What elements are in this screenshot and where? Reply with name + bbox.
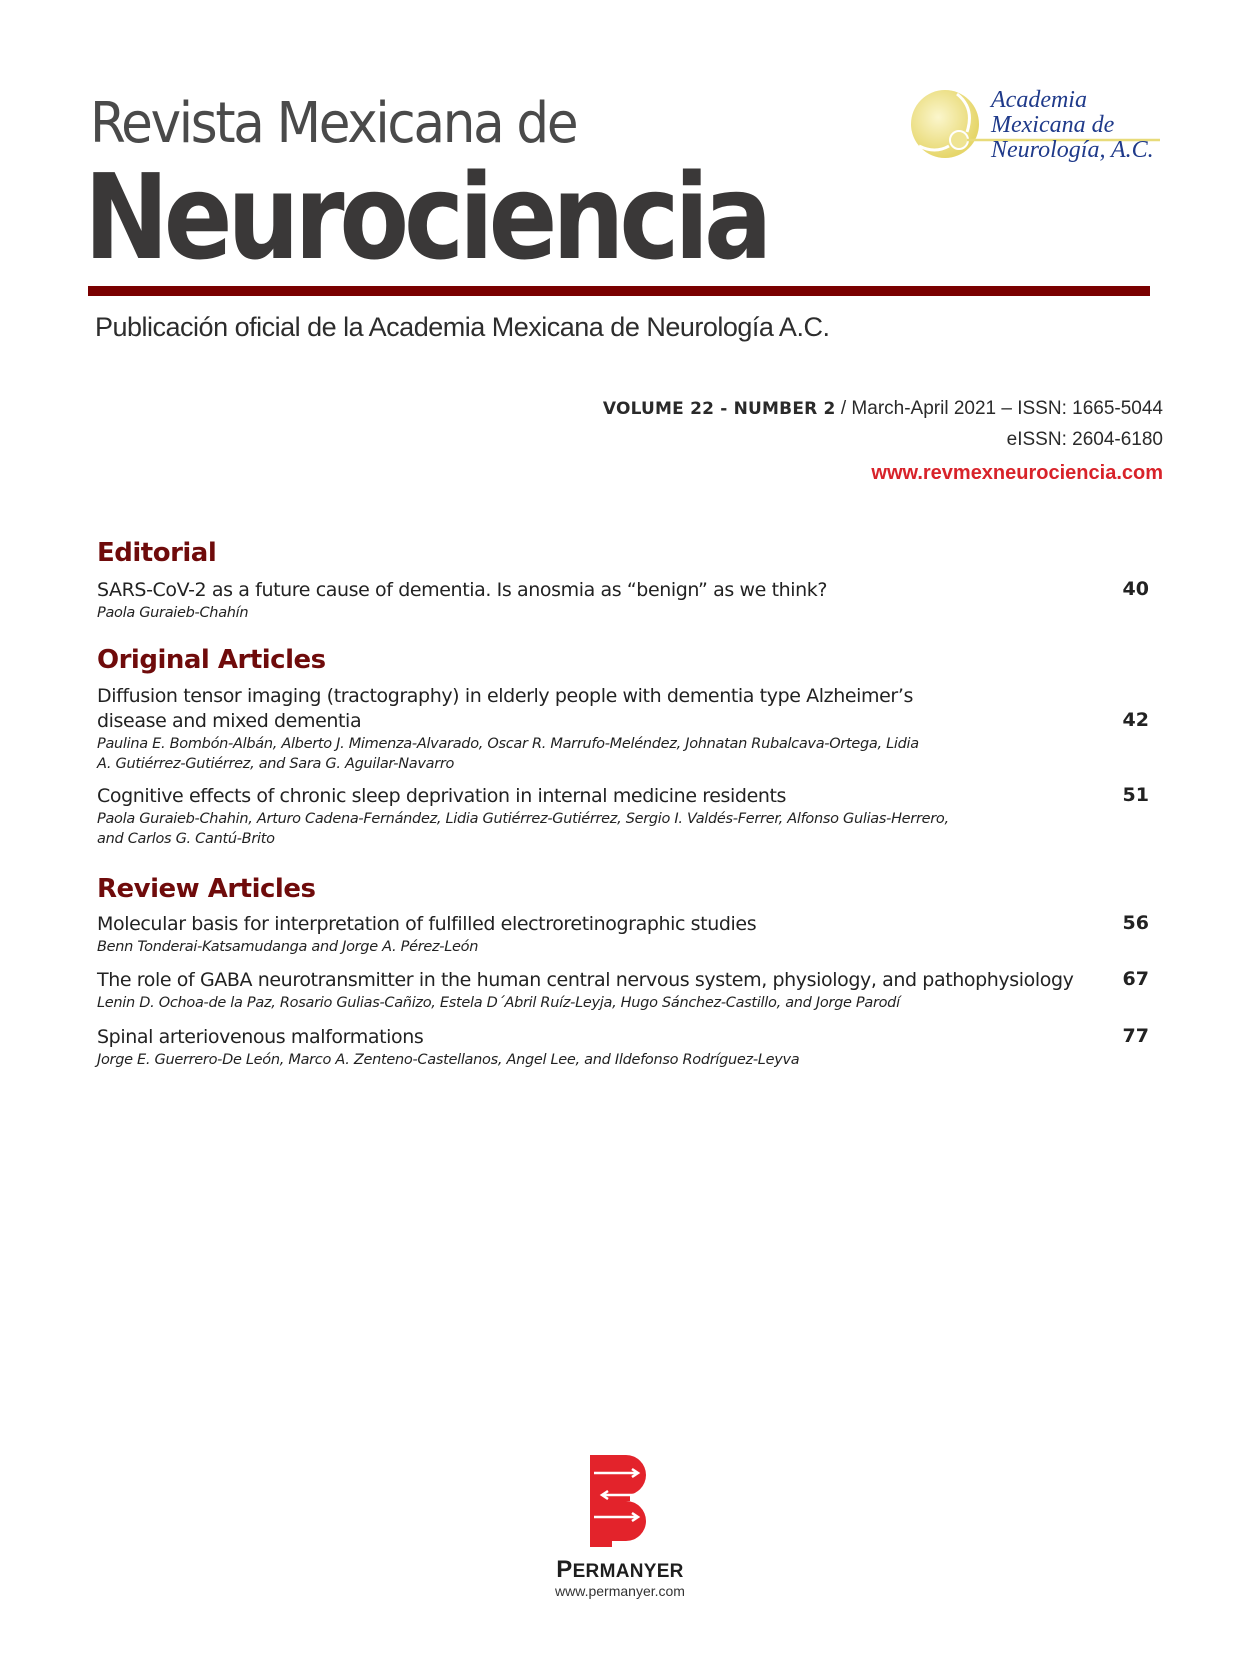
page-number: 51 bbox=[1122, 784, 1149, 806]
article-title[interactable]: Spinal arteriovenous malformations bbox=[97, 1026, 424, 1048]
issue-info bbox=[603, 398, 1163, 420]
society-name-line3: Neurología, A.C. bbox=[991, 137, 1154, 163]
article-authors: Paulina E. Bombón-Albán, Alberto J. Mimenza-Alvarado, Oscar R. Marrufo-Meléndez, Johnatan Rubalcava-Ortega, Lidia A. Gutiérrez-Gutiérrez, and Sara G. Aguilar-Navarro bbox=[97, 736, 919, 772]
page-number: 67 bbox=[1122, 968, 1149, 990]
publisher-url-link[interactable]: www.permanyer.com bbox=[555, 1583, 685, 1599]
journal-website-link[interactable]: www.revmexneurociencia.com bbox=[871, 462, 1163, 484]
page-number: 40 bbox=[1122, 578, 1149, 600]
section-heading-review-articles: Review Articles bbox=[97, 874, 316, 904]
article-authors: Paola Guraieb-Chahín bbox=[97, 605, 249, 621]
section-heading-original-articles: Original Articles bbox=[97, 645, 326, 675]
article-authors: Lenin D. Ochoa-de la Paz, Rosario Gulias-Cañizo, Estela D´Abril Ruíz-Leyja, Hugo Sánchez-Castillo, and Jorge Parodí bbox=[97, 995, 900, 1011]
page-number: 56 bbox=[1122, 912, 1149, 934]
society-name-line2: Mexicana de bbox=[991, 112, 1115, 138]
article-title[interactable]: Molecular basis for interpretation of fulfilled electroretinographic studies bbox=[97, 913, 757, 935]
article-title[interactable]: SARS-CoV-2 as a future cause of dementia. Is anosmia as “benign” as we think? bbox=[97, 579, 828, 601]
society-logo bbox=[905, 88, 1165, 178]
journal-title-line1: Revista Mexicana de bbox=[90, 91, 577, 156]
eissn: eISSN: 2604-6180 bbox=[1006, 429, 1163, 450]
volume-number: VOLUME 22 - NUMBER 2 bbox=[602, 399, 836, 419]
journal-title-line2: Neurociencia bbox=[84, 148, 768, 286]
publisher-name: PERMANYER bbox=[556, 1556, 684, 1583]
issue-date-issn: / March-April 2021 – ISSN: 1665-5044 bbox=[835, 398, 1163, 419]
article-title[interactable]: Cognitive effects of chronic sleep deprivation in internal medicine residents bbox=[97, 785, 787, 807]
masthead-rule bbox=[88, 286, 1150, 296]
journal-subtitle: Publicación oficial de la Academia Mexicana de Neurología A.C. bbox=[95, 312, 830, 342]
article-authors: Benn Tonderai-Katsamudanga and Jorge A. Pérez-León bbox=[97, 939, 479, 955]
article-title[interactable]: The role of GABA neurotransmitter in the human central nervous system, physiology, and pathophysiology bbox=[97, 969, 1074, 991]
page-number: 77 bbox=[1122, 1025, 1149, 1047]
society-name-line1: Academia bbox=[991, 87, 1087, 113]
permanyer-logo-icon bbox=[590, 1455, 654, 1547]
page-number: 42 bbox=[1122, 709, 1149, 731]
article-authors: Jorge E. Guerrero-De León, Marco A. Zenteno-Castellanos, Angel Lee, and Ildefonso Rodríguez-Leyva bbox=[97, 1052, 800, 1068]
article-title[interactable]: Diffusion tensor imaging (tractography) in elderly people with dementia type Alzheimer’s disease and mixed dementia bbox=[97, 685, 913, 732]
article-authors: Paola Guraieb-Chahin, Arturo Cadena-Fernández, Lidia Gutiérrez-Gutiérrez, Sergio I. Valdés-Ferrer, Alfonso Gulias-Herrero, and Carlos G. Cantú-Brito bbox=[97, 811, 949, 847]
section-heading-editorial: Editorial bbox=[97, 538, 217, 568]
